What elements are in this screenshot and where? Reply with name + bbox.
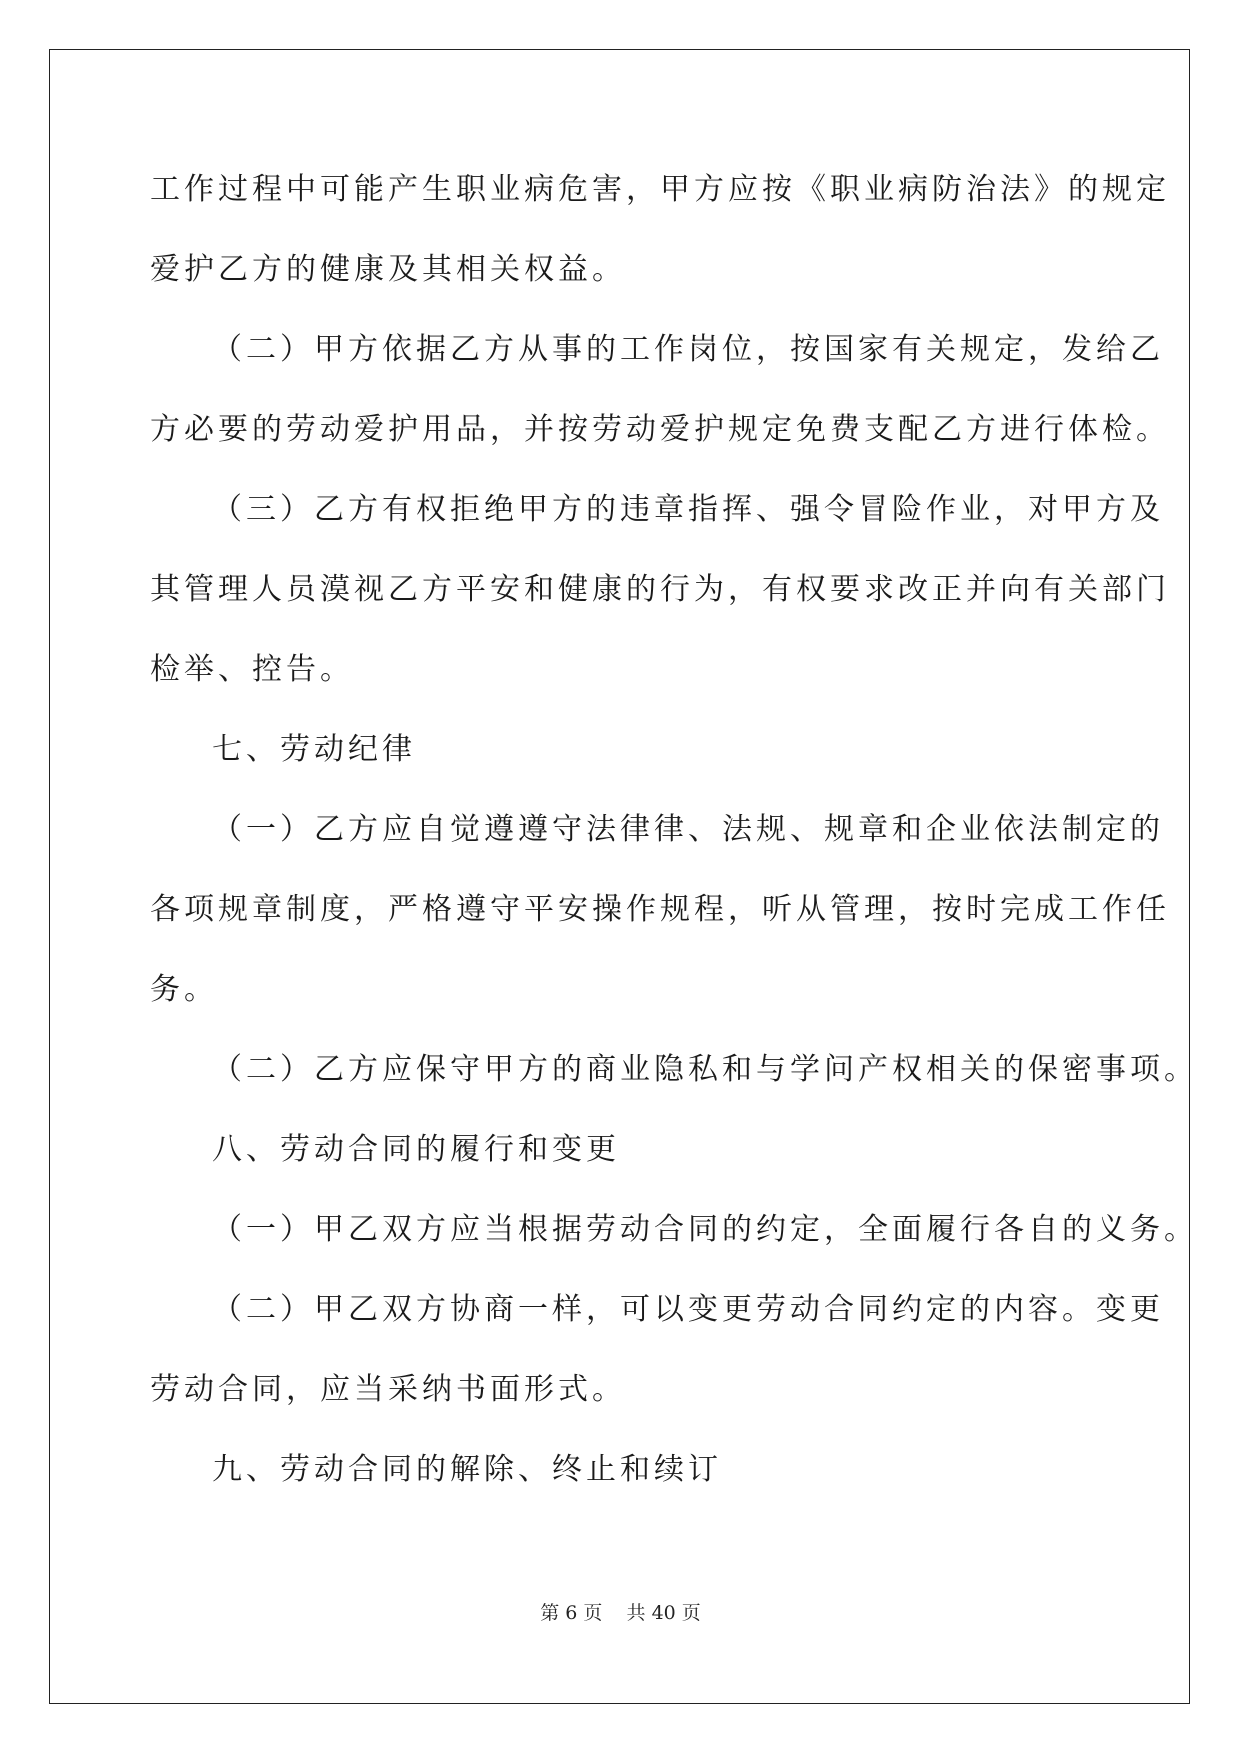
text-line: （三）乙方有权拒绝甲方的违章指挥、强令冒险作业，对甲方及 [212, 492, 1164, 527]
text-line: （一）乙方应自觉遵遵守法律律、法规、规章和企业依法制定的 [212, 812, 1164, 847]
text-line: （二）甲乙双方协商一样，可以变更劳动合同约定的内容。变更 [212, 1292, 1164, 1327]
text-line: 工作过程中可能产生职业病危害，甲方应按《职业病防治法》的规定 [150, 172, 1170, 207]
text-line: （一）甲乙双方应当根据劳动合同的约定，全面履行各自的义务。 [212, 1212, 1198, 1247]
section-heading: 八、劳动合同的履行和变更 [212, 1132, 620, 1167]
text-line: 其管理人员漠视乙方平安和健康的行为，有权要求改正并向有关部门 [150, 572, 1170, 607]
text-line: 劳动合同，应当采纳书面形式。 [150, 1372, 626, 1407]
page-footer [0, 1600, 1241, 1626]
text-line: 各项规章制度，严格遵守平安操作规程，听从管理，按时完成工作任 [150, 892, 1170, 927]
page-total: 共 40 页 [626, 1602, 701, 1624]
text-line: （二）乙方应保守甲方的商业隐私和与学问产权相关的保密事项。 [212, 1052, 1198, 1087]
text-line: 方必要的劳动爱护用品，并按劳动爱护规定免费支配乙方进行体检。 [150, 412, 1170, 447]
text-line: 检举、控告。 [150, 652, 354, 687]
text-line: 务。 [150, 972, 218, 1007]
document-body [150, 150, 1198, 1510]
section-heading: 七、劳动纪律 [212, 732, 416, 767]
section-heading: 九、劳动合同的解除、终止和续订 [212, 1452, 722, 1487]
page-number: 第 6 页 [540, 1602, 603, 1624]
text-line: （二）甲方依据乙方从事的工作岗位，按国家有关规定，发给乙 [212, 332, 1164, 367]
text-line: 爱护乙方的健康及其相关权益。 [150, 252, 626, 287]
